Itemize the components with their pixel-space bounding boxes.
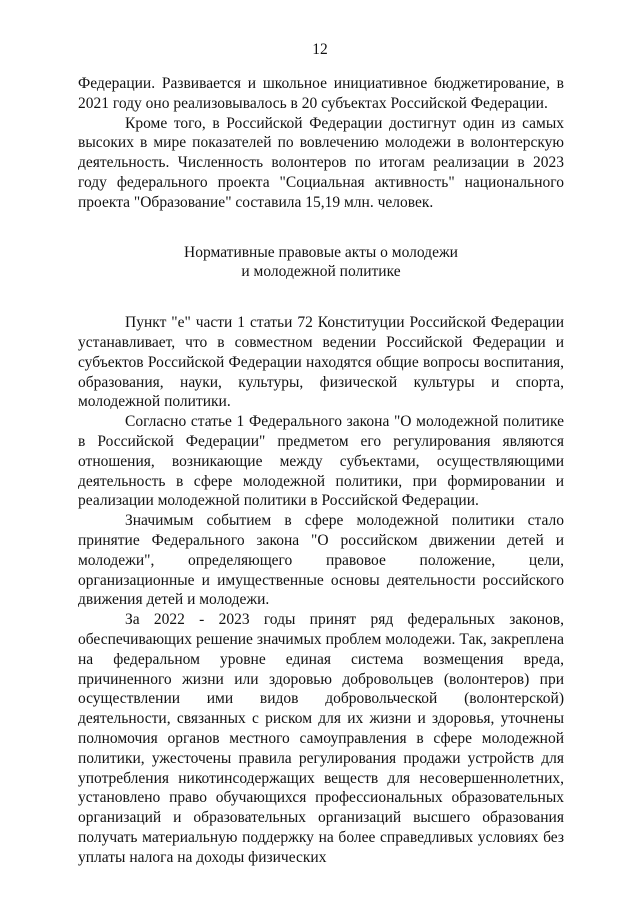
paragraph-federal-law: Согласно статье 1 Федерального закона "О молодежной политике в Российской Федерации" предметом его регулирования являются отношения, возникающие между субъектами, осуществляющими деятельность в сфере молодежной политики, при формировании и реализации молодежной политики в Российской Федерации. [78,413,564,510]
paragraph-constitution: Пункт "е" части 1 статьи 72 Конституции Российской Федерации устанавливает, что в совместном ведении Российской Федерации и субъектов Российской Федерации находятся общие вопросы воспитания, образования, науки, культуры, физической культуры и спорта, молодежной политики. [78,314,564,411]
page-number: 12 [312,41,328,58]
paragraph-volunteering: Кроме того, в Российской Федерации достигнут один из самых высоких в мире показателей по вовлечению молодежи в волонтерскую деятельность. Численность волонтеров по итогам реализации в 2023 году федерального проекта "Социальная активность" национального проекта "Образование" составила 15,19 млн. человек. [78,114,564,211]
section-heading-line-2: и молодежной политике [241,263,401,281]
paragraph-laws-2022-2023: За 2022 - 2023 годы принят ряд федеральных законов, обеспечивающих решение значимых проблем молодежи. Так, закреплена на федеральном уровне единая система возмещения вреда, причиненного жизни или здоровью добровольцев (волонтеров) при осуществлении ими видов добровольческой (волонтерской) деятельности, связанных с риском для их жизни и здоровья, уточнены полномочия органов местного самоуправления в сфере молодежной политики, ужесточены правила регулирования продажи устройств для употребления никотинсодержащих веществ для несовершеннолетних, установлено право обучающихся профессиональных образовательных организаций и образовательных организаций высшего образования получать материальную поддержку на более справедливых условиях без уплаты налога на доходы физических [78,611,564,866]
section-heading-line-1: Нормативные правовые акты о молодежи [184,243,458,261]
paragraph-movement-law: Значимым событием в сфере молодежной политики стало принятие Федерального закона "О российском движении детей и молодежи", определяющего правовое положение, цели, организационные и имущественные основы деятельности российского движения детей и молодежи. [78,512,564,609]
document-body [78,74,564,867]
paragraph-continuation: Федерации. Развивается и школьное инициативное бюджетирование, в 2021 году оно реализовывалось в 20 субъектах Российской Федерации. [78,75,564,112]
section-heading [78,243,564,283]
